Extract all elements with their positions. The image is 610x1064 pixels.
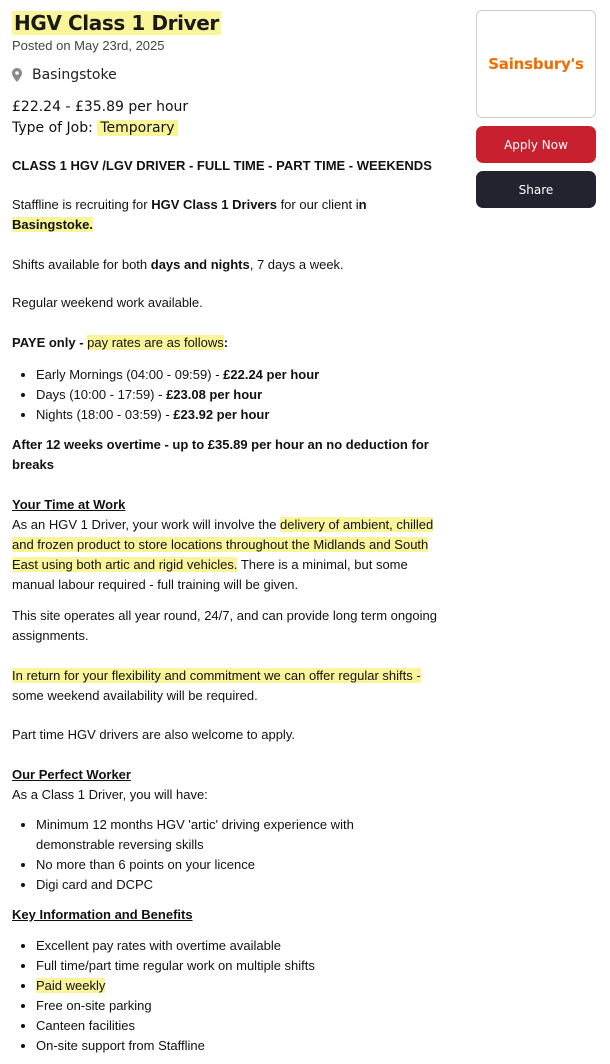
weekend-paragraph: Regular weekend work available. bbox=[12, 295, 203, 310]
time-at-work-paragraph: As an HGV 1 Driver, your work will involve the delivery of ambient, chilled and frozen product to store locations throughout the Midlands and South East using both artic and rigid vehicles. There is a minimal, but some manual labour required - full training will be given. bbox=[12, 517, 434, 592]
shifts-paragraph: Shifts available for both days and nights, 7 days a week. bbox=[12, 257, 344, 272]
job-headline: CLASS 1 HGV /LGV DRIVER - FULL TIME - PART TIME - WEEKENDS bbox=[12, 158, 432, 173]
job-type-label: Type of Job: bbox=[12, 120, 93, 136]
company-logo-text: Sainsbury's bbox=[488, 55, 584, 73]
benefits-heading: Key Information and Benefits bbox=[12, 907, 193, 922]
overtime-paragraph: After 12 weeks overtime - up to £35.89 per hour an no deduction for breaks bbox=[12, 437, 429, 472]
job-sidebar bbox=[476, 10, 596, 208]
flexibility-paragraph: In return for your flexibility and commitment we can offer regular shifts - some weekend availability will be required. bbox=[12, 668, 421, 703]
list-item: • Paid weekly bbox=[36, 976, 448, 996]
pay-rates-list bbox=[12, 365, 448, 425]
list-item: • Digi card and DCPC bbox=[36, 875, 366, 895]
list-item: • Nights (18:00 - 03:59) - £23.92 per hour bbox=[36, 405, 448, 425]
apply-now-button[interactable]: Apply Now bbox=[476, 126, 596, 163]
job-location bbox=[12, 67, 117, 83]
list-item: • No more than 6 points on your licence bbox=[36, 855, 366, 875]
paye-paragraph: PAYE only - pay rates are as follows: bbox=[12, 335, 229, 350]
site-paragraph: This site operates all year round, 24/7, and can provide long term ongoing assignments. bbox=[12, 608, 437, 643]
perfect-worker-heading: Our Perfect Worker bbox=[12, 767, 131, 782]
list-item: • Full time/part time regular work on multiple shifts bbox=[36, 956, 448, 976]
perfect-worker-intro: As a Class 1 Driver, you will have: bbox=[12, 787, 208, 802]
posted-date: Posted on May 23rd, 2025 bbox=[12, 38, 165, 53]
benefits-list bbox=[12, 936, 448, 1056]
job-description bbox=[12, 156, 448, 1056]
map-pin-icon bbox=[12, 68, 22, 82]
job-title: HGV Class 1 Driver bbox=[14, 11, 219, 35]
job-type bbox=[12, 120, 178, 136]
location-text: Basingstoke bbox=[32, 67, 117, 83]
list-item: • Days (10:00 - 17:59) - £23.08 per hour bbox=[36, 385, 448, 405]
list-item: • On-site support from Staffline bbox=[36, 1036, 448, 1056]
company-logo[interactable] bbox=[476, 10, 596, 118]
list-item: • Excellent pay rates with overtime available bbox=[36, 936, 448, 956]
job-type-value: Temporary bbox=[97, 120, 177, 136]
requirements-list bbox=[12, 815, 366, 895]
intro-paragraph: Staffline is recruiting for HGV Class 1 Drivers for our client in Basingstoke. bbox=[12, 197, 367, 232]
part-time-paragraph: Part time HGV drivers are also welcome to apply. bbox=[12, 727, 295, 742]
list-item: • Free on-site parking bbox=[36, 996, 448, 1016]
salary-range: £22.24 - £35.89 per hour bbox=[12, 99, 189, 115]
share-button[interactable]: Share bbox=[476, 171, 596, 208]
list-item: • Minimum 12 months HGV 'artic' driving experience with demonstrable reversing skills bbox=[36, 815, 366, 855]
list-item: • Early Mornings (04:00 - 09:59) - £22.24 per hour bbox=[36, 365, 448, 385]
time-at-work-heading: Your Time at Work bbox=[12, 497, 126, 512]
list-item: • Canteen facilities bbox=[36, 1016, 448, 1036]
